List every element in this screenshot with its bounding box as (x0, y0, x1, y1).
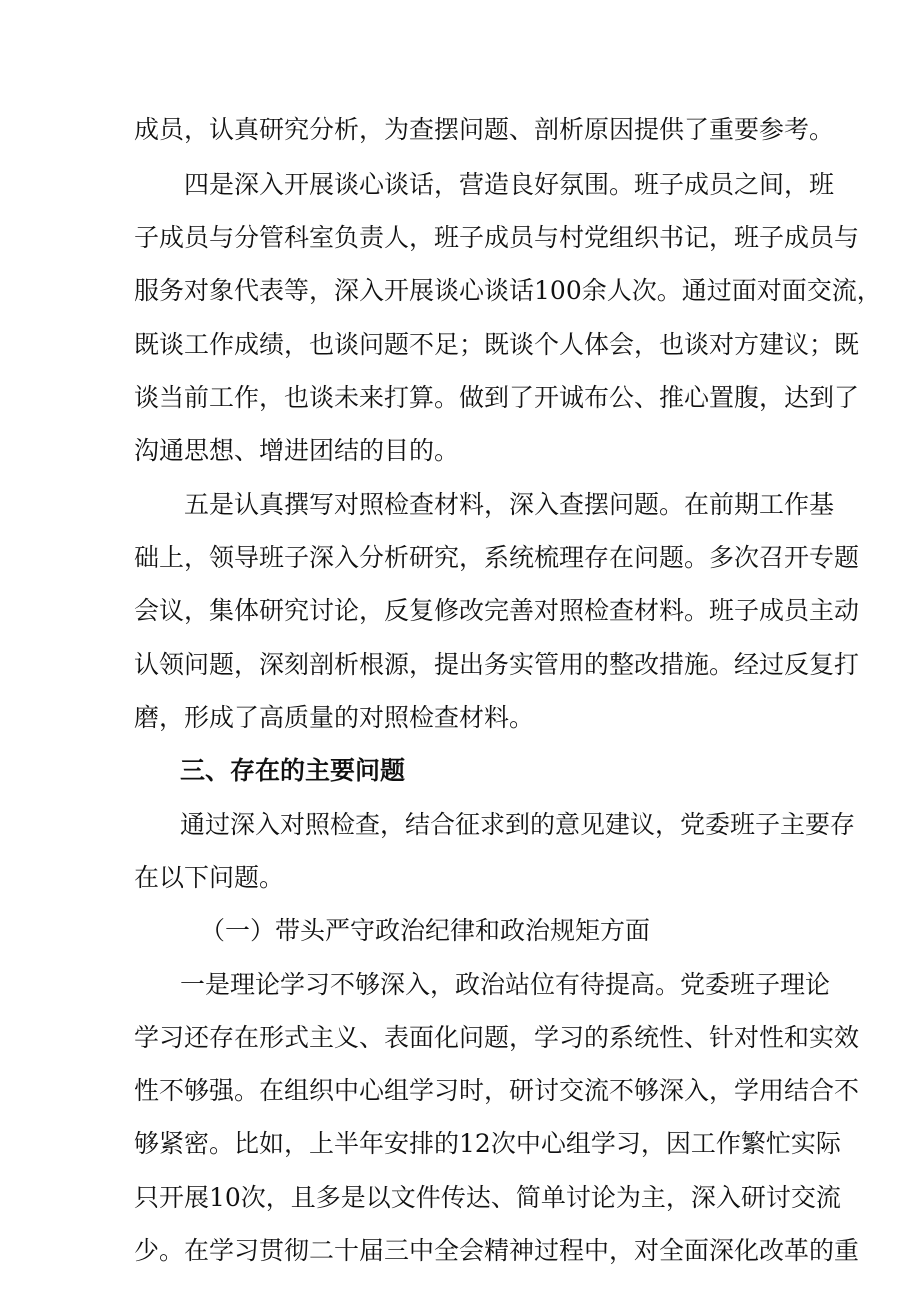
paragraph-line: 磨，形成了高质量的对照检查材料。 (134, 703, 535, 732)
paragraph-line: 谈当前工作，也谈未来打算。做到了开诚布公、推心置腹，达到了 (134, 383, 860, 412)
paragraph-line: 通过深入对照检查，结合征求到的意见建议，党委班子主要存 (180, 810, 856, 839)
paragraph-line: 一是理论学习不够深入，政治站位有待提高。党委班子理论 (180, 970, 831, 999)
paragraph-line: 既谈工作成绩，也谈问题不足；既谈个人体会，也谈对方建议；既 (134, 330, 860, 359)
paragraph-line: 四是深入开展谈心谈话，营造良好氛围。班子成员之间，班 (184, 170, 835, 199)
subsection-heading: （一）带头严守政治纪律和政治规矩方面 (200, 916, 651, 945)
paragraph-line: 础上，领导班子深入分析研究，系统梳理存在问题。多次召开专题 (134, 543, 860, 572)
paragraph-line: 成员，认真研究分析，为查摆问题、剖析原因提供了重要参考。 (134, 115, 835, 144)
paragraph-line: 会议，集体研究讨论，反复修改完善对照检查材料。班子成员主动 (134, 596, 860, 625)
paragraph-line: 子成员与分管科室负责人，班子成员与村党组织书记，班子成员与 (134, 223, 860, 252)
paragraph-line: 只开展10次，且多是以文件传达、简单讨论为主，深入研讨交流 (134, 1183, 841, 1212)
paragraph-line: 服务对象代表等，深入开展谈心谈话100余人次。通过面对面交流， (134, 276, 882, 305)
paragraph-line: 学习还存在形式主义、表面化问题，学习的系统性、针对性和实效 (134, 1023, 860, 1052)
paragraph-line: 沟通思想、增进团结的目的。 (134, 436, 460, 465)
section-heading: 三、存在的主要问题 (180, 756, 406, 785)
paragraph-line: 性不够强。在组织中心组学习时，研讨交流不够深入，学用结合不 (134, 1076, 860, 1105)
paragraph-line: 认领问题，深刻剖析根源，提出务实管用的整改措施。经过反复打 (134, 650, 860, 679)
paragraph-line: 在以下问题。 (134, 863, 285, 892)
paragraph-line: 五是认真撰写对照检查材料，深入查摆问题。在前期工作基 (184, 490, 835, 519)
paragraph-line: 少。在学习贯彻二十届三中全会精神过程中，对全面深化改革的重 (134, 1236, 860, 1265)
paragraph-line: 够紧密。比如，上半年安排的12次中心组学习，因工作繁忙实际 (134, 1129, 841, 1158)
